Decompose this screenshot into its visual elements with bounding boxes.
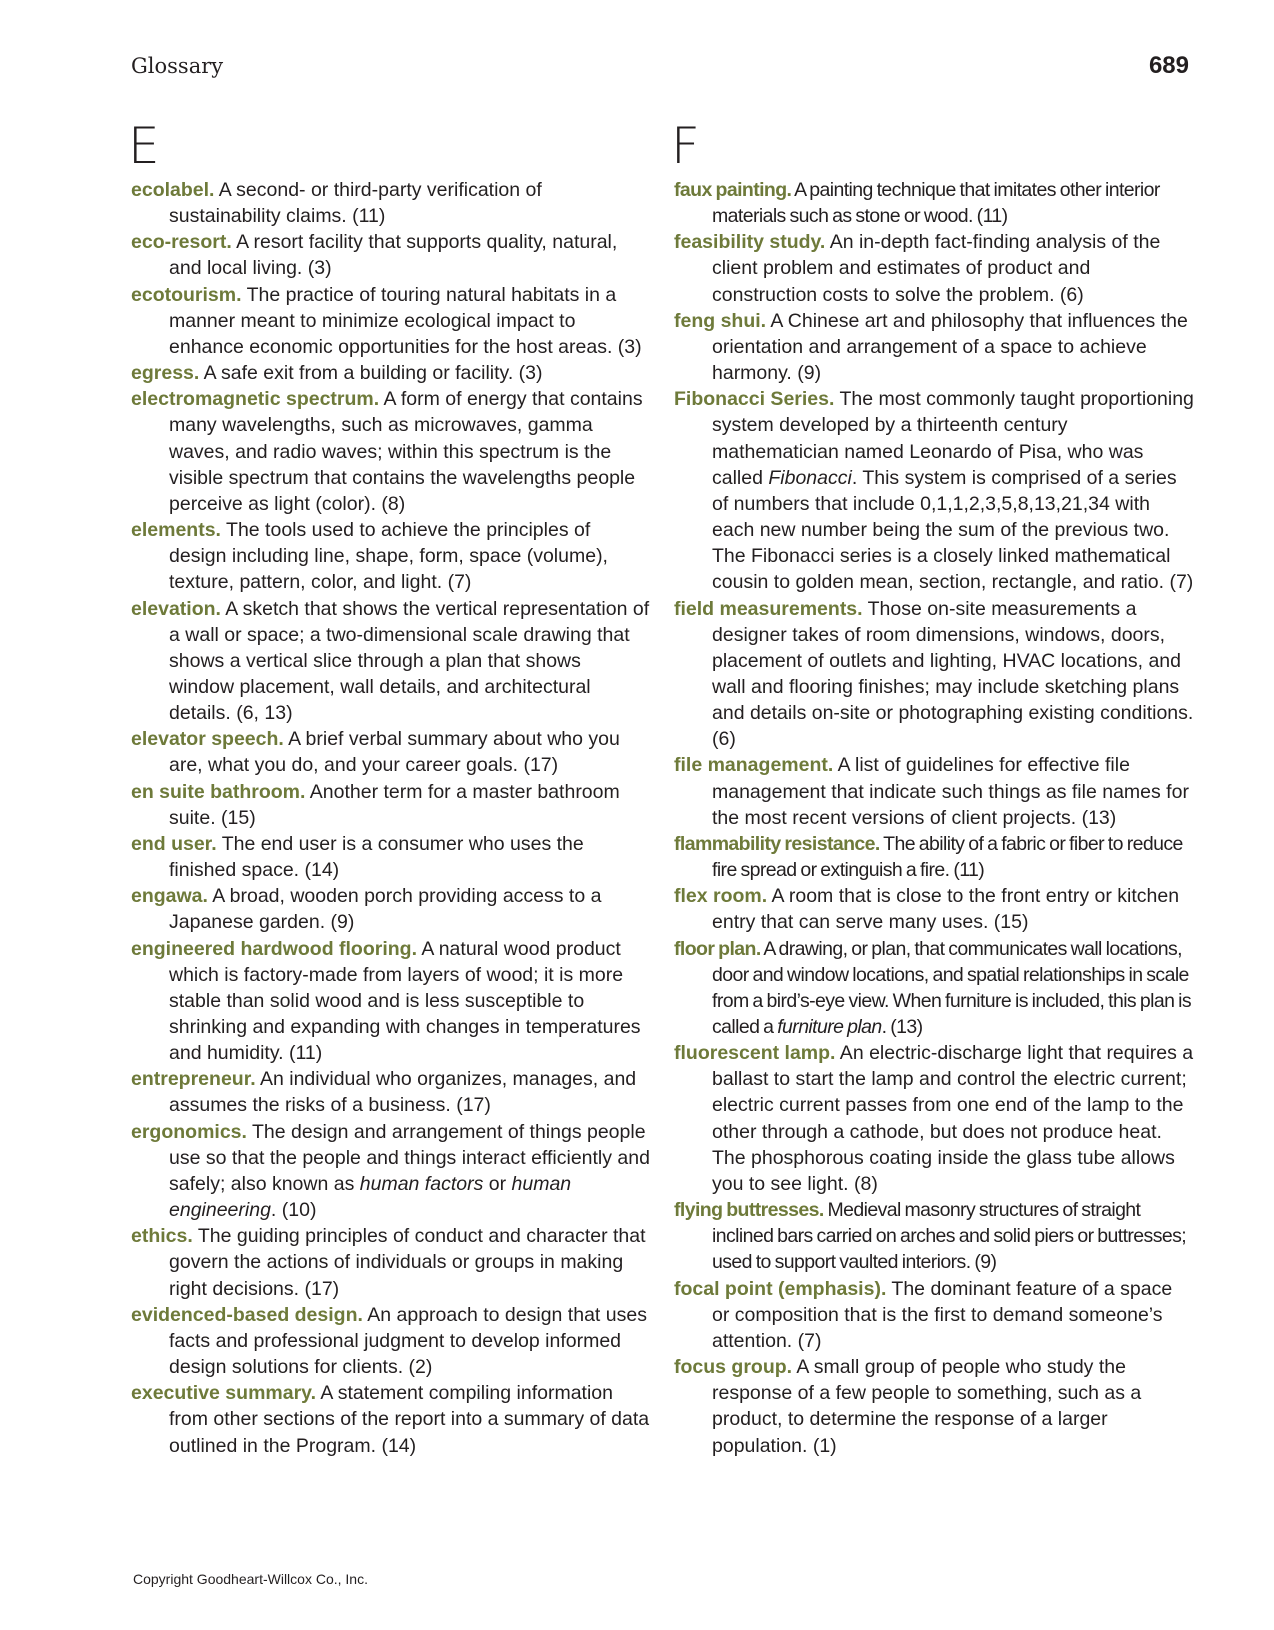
glossary-entry bbox=[131, 779, 651, 831]
glossary-definition: A brief verbal summary about who you are, what you do, and your career goals. (17) bbox=[169, 728, 620, 777]
glossary-entry bbox=[674, 1040, 1194, 1197]
glossary-entry bbox=[131, 883, 651, 935]
glossary-definition: An electric-discharge light that requires a ballast to start the lamp and control the electric current; electric current passes from one end of the lamp to the other through a cathode, but does not produce heat. The phosphorous coating inside the glass tube allows you to see light. (8) bbox=[712, 1042, 1194, 1195]
glossary-definition: The tools used to achieve the principles of design including line, shape, form, space (volume), texture, pattern, color, and light. (7) bbox=[169, 519, 608, 594]
glossary-definition: The dominant feature of a space or composition that is the first to demand someone’s attention. (7) bbox=[712, 1277, 1173, 1352]
glossary-definition: A safe exit from a building or facility. (3) bbox=[199, 362, 543, 385]
glossary-entry bbox=[131, 517, 651, 595]
glossary-entry bbox=[131, 229, 651, 281]
glossary-definition: An individual who organizes, manages, and assumes the risks of a business. (17) bbox=[169, 1068, 637, 1117]
running-header: Glossary bbox=[131, 54, 224, 78]
glossary-term: feng shui. bbox=[674, 309, 767, 332]
glossary-term: flying buttresses. bbox=[674, 1199, 824, 1222]
glossary-definition-tail: . (13) bbox=[881, 1016, 923, 1038]
glossary-entry bbox=[131, 1302, 651, 1380]
glossary-entry bbox=[131, 831, 651, 883]
glossary-term: en suite bathroom. bbox=[131, 780, 306, 803]
glossary-term: elevator speech. bbox=[131, 728, 284, 751]
glossary-term: eco-resort. bbox=[131, 231, 232, 254]
glossary-entry bbox=[674, 1197, 1194, 1275]
glossary-entry bbox=[131, 1119, 651, 1224]
glossary-entry bbox=[674, 883, 1194, 935]
glossary-definition: The practice of touring natural habitats in a manner meant to minimize ecological impact to enhance economic opportunities for the host areas. (3) bbox=[169, 283, 642, 358]
glossary-entry bbox=[674, 308, 1194, 386]
italic-term: human engineering bbox=[169, 1172, 572, 1222]
glossary-term: ergonomics. bbox=[131, 1120, 247, 1143]
glossary-term: focus group. bbox=[674, 1356, 793, 1379]
glossary-term: egress. bbox=[131, 362, 200, 385]
glossary-entry bbox=[674, 831, 1194, 883]
glossary-entry bbox=[674, 752, 1194, 830]
glossary-term: entrepreneur. bbox=[131, 1068, 256, 1091]
glossary-entry bbox=[674, 596, 1194, 753]
glossary-definition: The most commonly taught proportioning system developed by a thirteenth century mathematician named Leonardo of Pisa, who was called bbox=[712, 388, 1194, 489]
glossary-entry bbox=[131, 596, 651, 727]
glossary-definition: The design and arrangement of things people use so that the people and things interact efficiently and safely; also known as bbox=[169, 1120, 650, 1195]
glossary-column-f bbox=[671, 117, 1194, 1459]
glossary-definition: A list of guidelines for effective file management that indicate such things as file names for the most recent versions of client projects. (13) bbox=[712, 754, 1189, 829]
copyright-footer: Copyright Goodheart-Willcox Co., Inc. bbox=[133, 1571, 368, 1587]
glossary-term: floor plan. bbox=[674, 937, 761, 960]
glossary-entry bbox=[674, 1354, 1194, 1459]
glossary-definition-cont: or bbox=[483, 1172, 512, 1195]
italic-term: human factors bbox=[359, 1172, 484, 1195]
glossary-definition: A form of energy that contains many wavelengths, such as microwaves, gamma waves, and radio waves; within this spectrum is the visible spectrum that contains the wavelengths people perceive as light (color). (8) bbox=[169, 388, 643, 515]
glossary-definition-tail: . This system is comprised of a series of numbers that include 0,1,1,2,3,5,8,13,21,34 with each new number being the sum of the previous two. The Fibonacci series is a closely linked mathematical cousin to golden mean, section, rectangle, and ratio. (7) bbox=[712, 466, 1194, 594]
glossary-entry bbox=[131, 360, 651, 386]
glossary-entry bbox=[131, 1223, 651, 1301]
glossary-term: faux painting. bbox=[674, 179, 792, 201]
glossary-definition: Another term for a master bathroom suite. (15) bbox=[169, 780, 620, 829]
glossary-term: executive summary. bbox=[131, 1382, 316, 1405]
glossary-term: ethics. bbox=[131, 1225, 193, 1248]
section-letter: E bbox=[128, 117, 160, 175]
glossary-term: feasibility study. bbox=[674, 231, 826, 254]
glossary-term: file management. bbox=[674, 754, 834, 777]
glossary-term: elevation. bbox=[131, 597, 221, 620]
glossary-term: ecolabel. bbox=[131, 179, 215, 201]
glossary-definition: A resort facility that supports quality, natural, and local living. (3) bbox=[169, 231, 618, 280]
glossary-entry bbox=[131, 386, 651, 517]
glossary-entry bbox=[674, 386, 1194, 595]
glossary-definition: A second- or third-party verification of sustainability claims. (11) bbox=[169, 179, 542, 228]
glossary-term: electromagnetic spectrum. bbox=[131, 388, 380, 411]
glossary-definition: The guiding principles of conduct and character that govern the actions of individuals or groups in making right decisions. (17) bbox=[169, 1225, 646, 1300]
italic-term: furniture plan bbox=[777, 1016, 882, 1038]
glossary-entry bbox=[674, 1276, 1194, 1354]
glossary-entry bbox=[131, 177, 651, 229]
glossary-definition: A drawing, or plan, that communicates wall locations, door and window locations, and spatial relationships in scale from a bird’s-eye view. When furniture is included, this plan is called a bbox=[712, 937, 1192, 1038]
glossary-definition: The ability of a fabric or fiber to reduce fire spread or extinguish a fire. (11) bbox=[712, 832, 1183, 882]
glossary-term: end user. bbox=[131, 832, 217, 855]
glossary-entry bbox=[131, 1380, 651, 1458]
italic-term: Fibonacci bbox=[768, 466, 852, 489]
glossary-definition: A sketch that shows the vertical representation of a wall or space; a two-dimensional scale drawing that shows a vertical slice through a plan that shows window placement, wall details, and architectural details. (6, 13) bbox=[169, 597, 650, 725]
glossary-definition: A Chinese art and philosophy that influences the orientation and arrangement of a space to achieve harmony. (9) bbox=[712, 309, 1188, 385]
glossary-term: ecotourism. bbox=[131, 283, 242, 306]
glossary-column-e bbox=[128, 117, 651, 1459]
glossary-definition: An in-depth fact-finding analysis of the client problem and estimates of product and construction costs to solve the problem. (6) bbox=[712, 231, 1161, 306]
glossary-term: evidenced-based design. bbox=[131, 1303, 363, 1326]
glossary-entry bbox=[674, 229, 1194, 307]
glossary-definition: An approach to design that uses facts and professional judgment to develop informed design solutions for clients. (2) bbox=[169, 1303, 647, 1379]
glossary-term: focal point (emphasis). bbox=[674, 1277, 887, 1300]
glossary-entry bbox=[131, 1066, 651, 1118]
glossary-term: flex room. bbox=[674, 885, 768, 908]
glossary-definition: A small group of people who study the response of a few people to something, such as a product, to determine the response of a larger population. (1) bbox=[712, 1356, 1142, 1457]
glossary-entry bbox=[674, 177, 1194, 229]
glossary-term: engawa. bbox=[131, 885, 208, 908]
glossary-definition: A natural wood product which is factory-made from layers of wood; it is more stable than solid wood and is less susceptible to shrinking and expanding with changes in temperatures and humidity. (11) bbox=[169, 937, 641, 1065]
glossary-term: engineered hardwood flooring. bbox=[131, 937, 418, 960]
glossary-entry bbox=[131, 936, 651, 1067]
glossary-term: flammability resistance. bbox=[674, 832, 880, 855]
glossary-entry bbox=[674, 936, 1194, 1041]
glossary-definition: A room that is close to the front entry or kitchen entry that can serve many uses. (15) bbox=[712, 885, 1180, 934]
glossary-term: field measurements. bbox=[674, 597, 863, 620]
glossary-entry bbox=[131, 282, 651, 360]
section-letter: F bbox=[671, 117, 700, 175]
glossary-entry bbox=[131, 726, 651, 778]
page-number: 689 bbox=[1148, 52, 1189, 79]
glossary-definition: Medieval masonry structures of straight inclined bars carried on arches and solid piers or buttresses; used to support vaulted interiors. (9) bbox=[712, 1199, 1187, 1274]
glossary-definition: A broad, wooden porch providing access to a Japanese garden. (9) bbox=[169, 885, 602, 934]
glossary-term: Fibonacci Series. bbox=[674, 388, 835, 411]
glossary-definition: The end user is a consumer who uses the finished space. (14) bbox=[169, 832, 584, 882]
glossary-definition-tail: . (10) bbox=[270, 1199, 317, 1222]
glossary-definition: A painting technique that imitates other interior materials such as stone or wood. (11) bbox=[712, 179, 1160, 228]
glossary-definition: Those on-site measurements a designer takes of room dimensions, windows, doors, placement of outlets and lighting, HVAC locations, and wall and flooring finishes; may include sketching plans and details on-site or photographing existing conditions. (6) bbox=[712, 597, 1194, 751]
glossary-term: elements. bbox=[131, 519, 221, 542]
glossary-term: fluorescent lamp. bbox=[674, 1042, 836, 1065]
glossary-definition: A statement compiling information from other sections of the report into a summary of data outlined in the Program. (14) bbox=[169, 1382, 650, 1457]
